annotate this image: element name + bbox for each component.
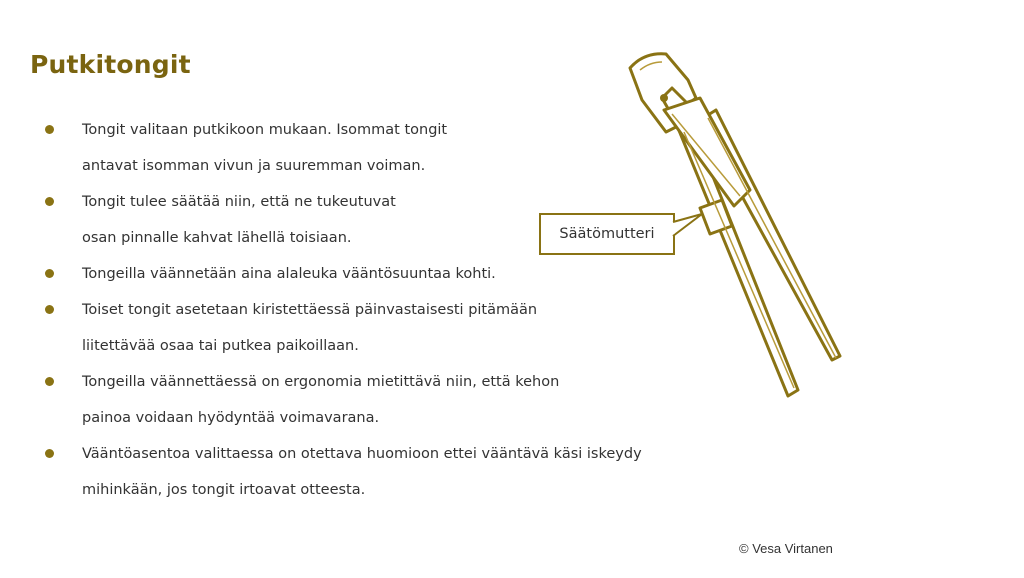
bullet-dot-icon [45, 377, 54, 386]
bullet-dot-icon [45, 449, 54, 458]
bullet-text: liitettävää osaa tai putkea paikoillaan. [82, 338, 359, 354]
bullet-text: Tongit tulee säätää niin, että ne tukeutuvat [82, 194, 396, 210]
bullet-dot-icon [45, 197, 54, 206]
bullet-text: antavat isomman vivun ja suuremman voiman. [82, 158, 426, 174]
slide-title: Putkitongit [30, 50, 191, 79]
bullet-dot-icon [45, 305, 54, 314]
bullet-text: Vääntöasentoa valittaessa on otettava huomioon ettei vääntävä käsi iskeydy [82, 446, 642, 462]
bullet-item [42, 436, 802, 508]
bullet-text: osan pinnalle kahvat lähellä toisiaan. [82, 230, 352, 246]
bullet-text: Tongeilla väännetään aina alaleuka vääntösuuntaa kohti. [82, 266, 496, 282]
bullet-dot-icon [45, 125, 54, 134]
bullet-text: Toiset tongit asetetaan kiristettäessä päinvastaisesti pitämään [82, 302, 538, 318]
bullet-text: Tongeilla väännettäessä on ergonomia mietittävä niin, että kehon [82, 374, 560, 390]
bullet-text: painoa voidaan hyödyntää voimavarana. [82, 410, 380, 426]
bullet-dot-icon [45, 269, 54, 278]
bullet-text: Tongit valitaan putkikoon mukaan. Isommat tongit [82, 122, 448, 138]
copyright-credit: © Vesa Virtanen [739, 541, 833, 556]
bullet-text: mihinkään, jos tongit irtoavat otteesta. [82, 482, 366, 498]
callout-label-adjusting-nut: Säätömutteri [539, 213, 675, 255]
